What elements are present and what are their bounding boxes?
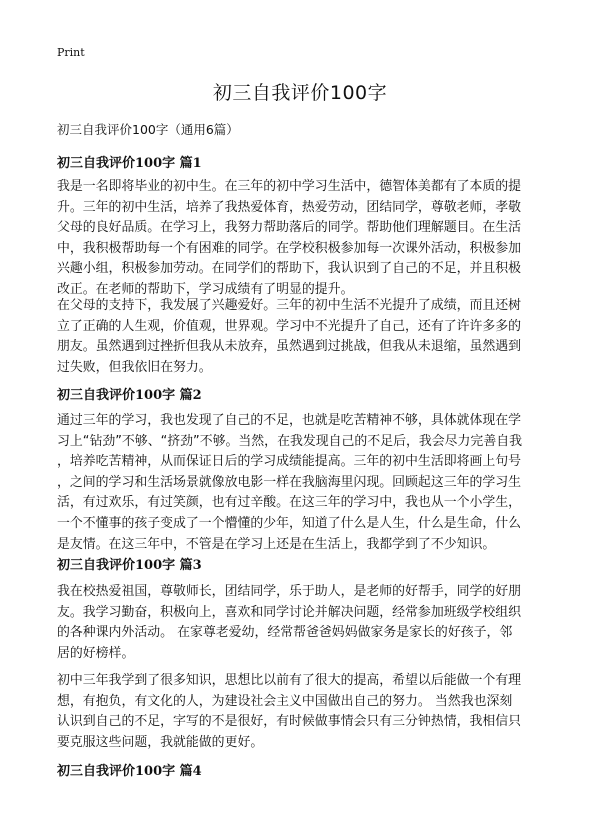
text-line: 升。三年的初中生活，培养了我热爱体育，热爱劳动，团结同学，尊敬老师，孝敬 [57, 199, 522, 215]
text-line: 兴趣小组，积极参加劳动。在同学们的帮助下，我认识到了自己的不足，并且积极 [57, 261, 522, 277]
print-link[interactable]: Print [57, 46, 85, 59]
text-line: 要克服这些问题，我就能做的更好。 [57, 734, 264, 750]
text-line: 立了正确的人生观，价值观，世界观。学习中不光提升了自己，还有了许许多多的 [57, 318, 522, 334]
section-heading-3: 初三自我评价100字 篇3 [57, 558, 202, 573]
section-heading-4: 初三自我评价100字 篇4 [57, 764, 202, 779]
text-line: 友。我学习勤奋，积极向上，喜欢和同学讨论并解决问题，经常参加班级学校组织 [57, 604, 522, 620]
text-line: 习上“钻劲”不够、“挤劲”不够。当然，在我发现自己的不足后，我会尽力完善自我 [57, 433, 522, 449]
text-line: 通过三年的学习，我也发现了自己的不足，也就是吃苦精神不够，具体就体现在学 [57, 413, 522, 428]
text-line: 我是一名即将毕业的初中生。在三年的初中学习生活中，德智体美都有了本质的提 [57, 179, 522, 194]
paragraph [57, 296, 549, 378]
paragraph [57, 411, 549, 555]
text-line: 改正。在老师的帮助下，学习成绩有了明显的提升。 [57, 281, 354, 297]
document-subtitle: 初三自我评价100字（通用6篇） [57, 122, 239, 137]
section-heading-1: 初三自我评价100字 篇1 [57, 156, 202, 171]
paragraph [57, 671, 549, 753]
text-line: 在父母的支持下，我发展了兴趣爱好。三年的初中生活不光提升了成绩，而且还树 [57, 298, 522, 313]
text-line: 想，有抱负，有文化的人，为建设社会主义中国做出自己的努力。 当然我也深刻 [57, 693, 513, 709]
text-line: 活，有过欢乐，有过笑颜，也有过辛酸。在这三年的学习中，我也从一个小学生， [57, 495, 522, 511]
text-line: 朋友。虽然遇到过挫折但我从未放弃，虽然遇到过挑战，但我从未退缩，虽然遇到 [57, 339, 522, 355]
text-line: 初中三年我学到了很多知识，思想比以前有了很大的提高，希望以后能做一个有理 [57, 673, 522, 688]
paragraph [57, 177, 549, 301]
text-line: 一个不懂事的孩子变成了一个懵懂的少年，知道了什么是人生，什么是生命，什么 [57, 515, 522, 531]
section-heading-2: 初三自我评价100字 篇2 [57, 388, 202, 403]
text-line: 是友情。在这三年中，不管是在学习上还是在生活上，我都学到了不少知识。 [57, 536, 496, 552]
page-title: 初三自我评价100字 [212, 82, 388, 104]
text-line: 居的好榜样。 [57, 645, 135, 661]
text-line: 父母的良好品质。在学习上，我努力帮助落后的同学。帮助他们理解题目。在生活 [57, 220, 522, 236]
text-line: ，培养吃苦精神，从而保证日后的学习成绩能提高。三年的初中生活即将画上句号 [57, 454, 522, 470]
paragraph [57, 582, 549, 664]
text-line: ，之间的学习和生活场景就像放电影一样在我脑海里闪现。回顾起这三年的学习生 [57, 474, 522, 490]
text-line: 我在校热爱祖国，尊敬师长，团结同学，乐于助人，是老师的好帮手，同学的好朋 [57, 584, 522, 599]
text-line: 的各种课内外活动。 在家尊老爱幼，经常帮爸爸妈妈做家务是家长的好孩子，邻 [57, 625, 513, 641]
text-line: 过失败，但我依旧在努力。 [57, 359, 212, 375]
text-line: 认识到自己的不足，字写的不是很好，有时候做事情会只有三分钟热情，我相信只 [57, 714, 522, 730]
text-line: 中，我积极帮助每一个有困难的同学。在学校积极参加每一次课外活动，积极参加 [57, 240, 522, 256]
